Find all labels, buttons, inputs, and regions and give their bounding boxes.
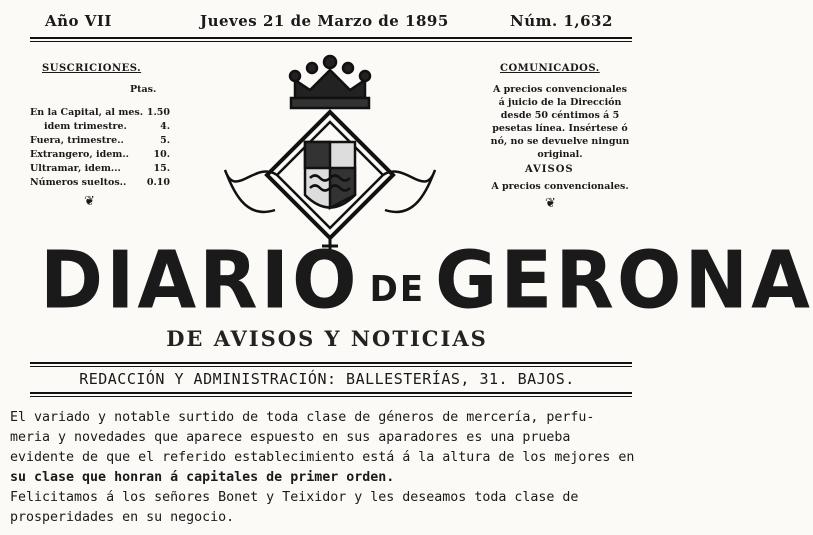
currency-label: Ptas. [130, 84, 157, 95]
ornament-icon: ❦ [84, 194, 95, 209]
article-line: Felicitamos á los señores Bonet y Teixidor y les deseamos toda clase de [10, 490, 579, 505]
article-line: evidente de que el referido establecimiento está á la altura de los mejores en [10, 450, 635, 465]
notices-title: AVISOS [525, 164, 574, 175]
article-line: prosperidades en su negocio. [10, 510, 235, 525]
address-top-divider [30, 362, 632, 367]
subscriptions-title: SUSCRICIONES. [42, 63, 142, 74]
top-divider [30, 37, 632, 42]
article-line: El variado y notable surtido de toda clase de géneros de mercería, perfu- [10, 410, 595, 425]
notices-text: A precios convencionales. [491, 181, 629, 192]
issue-number: Núm. 1,632 [510, 12, 613, 30]
ornament-icon: ❦ [545, 196, 556, 211]
coat-of-arms-icon [215, 50, 445, 260]
article-line: su clase que honran á capitales de primer orden. [10, 470, 395, 485]
address-line: REDACCIÓN Y ADMINISTRACIÓN: BALLESTERÍAS, 31. BAJOS. [79, 370, 575, 388]
year-label: Año VII [45, 12, 112, 30]
communicated-text: A precios convencionales á juicio de la Dirección desde 50 céntimos á 5 pesetas línea. Insértese ó nó, no se devuelve ningun original. [490, 84, 630, 160]
newspaper-title: DIARIO DE GERONA [40, 232, 813, 327]
issue-date: Jueves 21 de Marzo de 1895 [200, 12, 449, 30]
communicated-title: COMUNICADOS. [500, 63, 600, 74]
address-bottom-divider [30, 392, 632, 397]
newspaper-subtitle: DE AVISOS Y NOTICIAS [166, 326, 488, 351]
article-body [10, 408, 644, 528]
article-line: meria y novedades que aparece espuesto en sus aparadores es una prueba [10, 430, 571, 445]
